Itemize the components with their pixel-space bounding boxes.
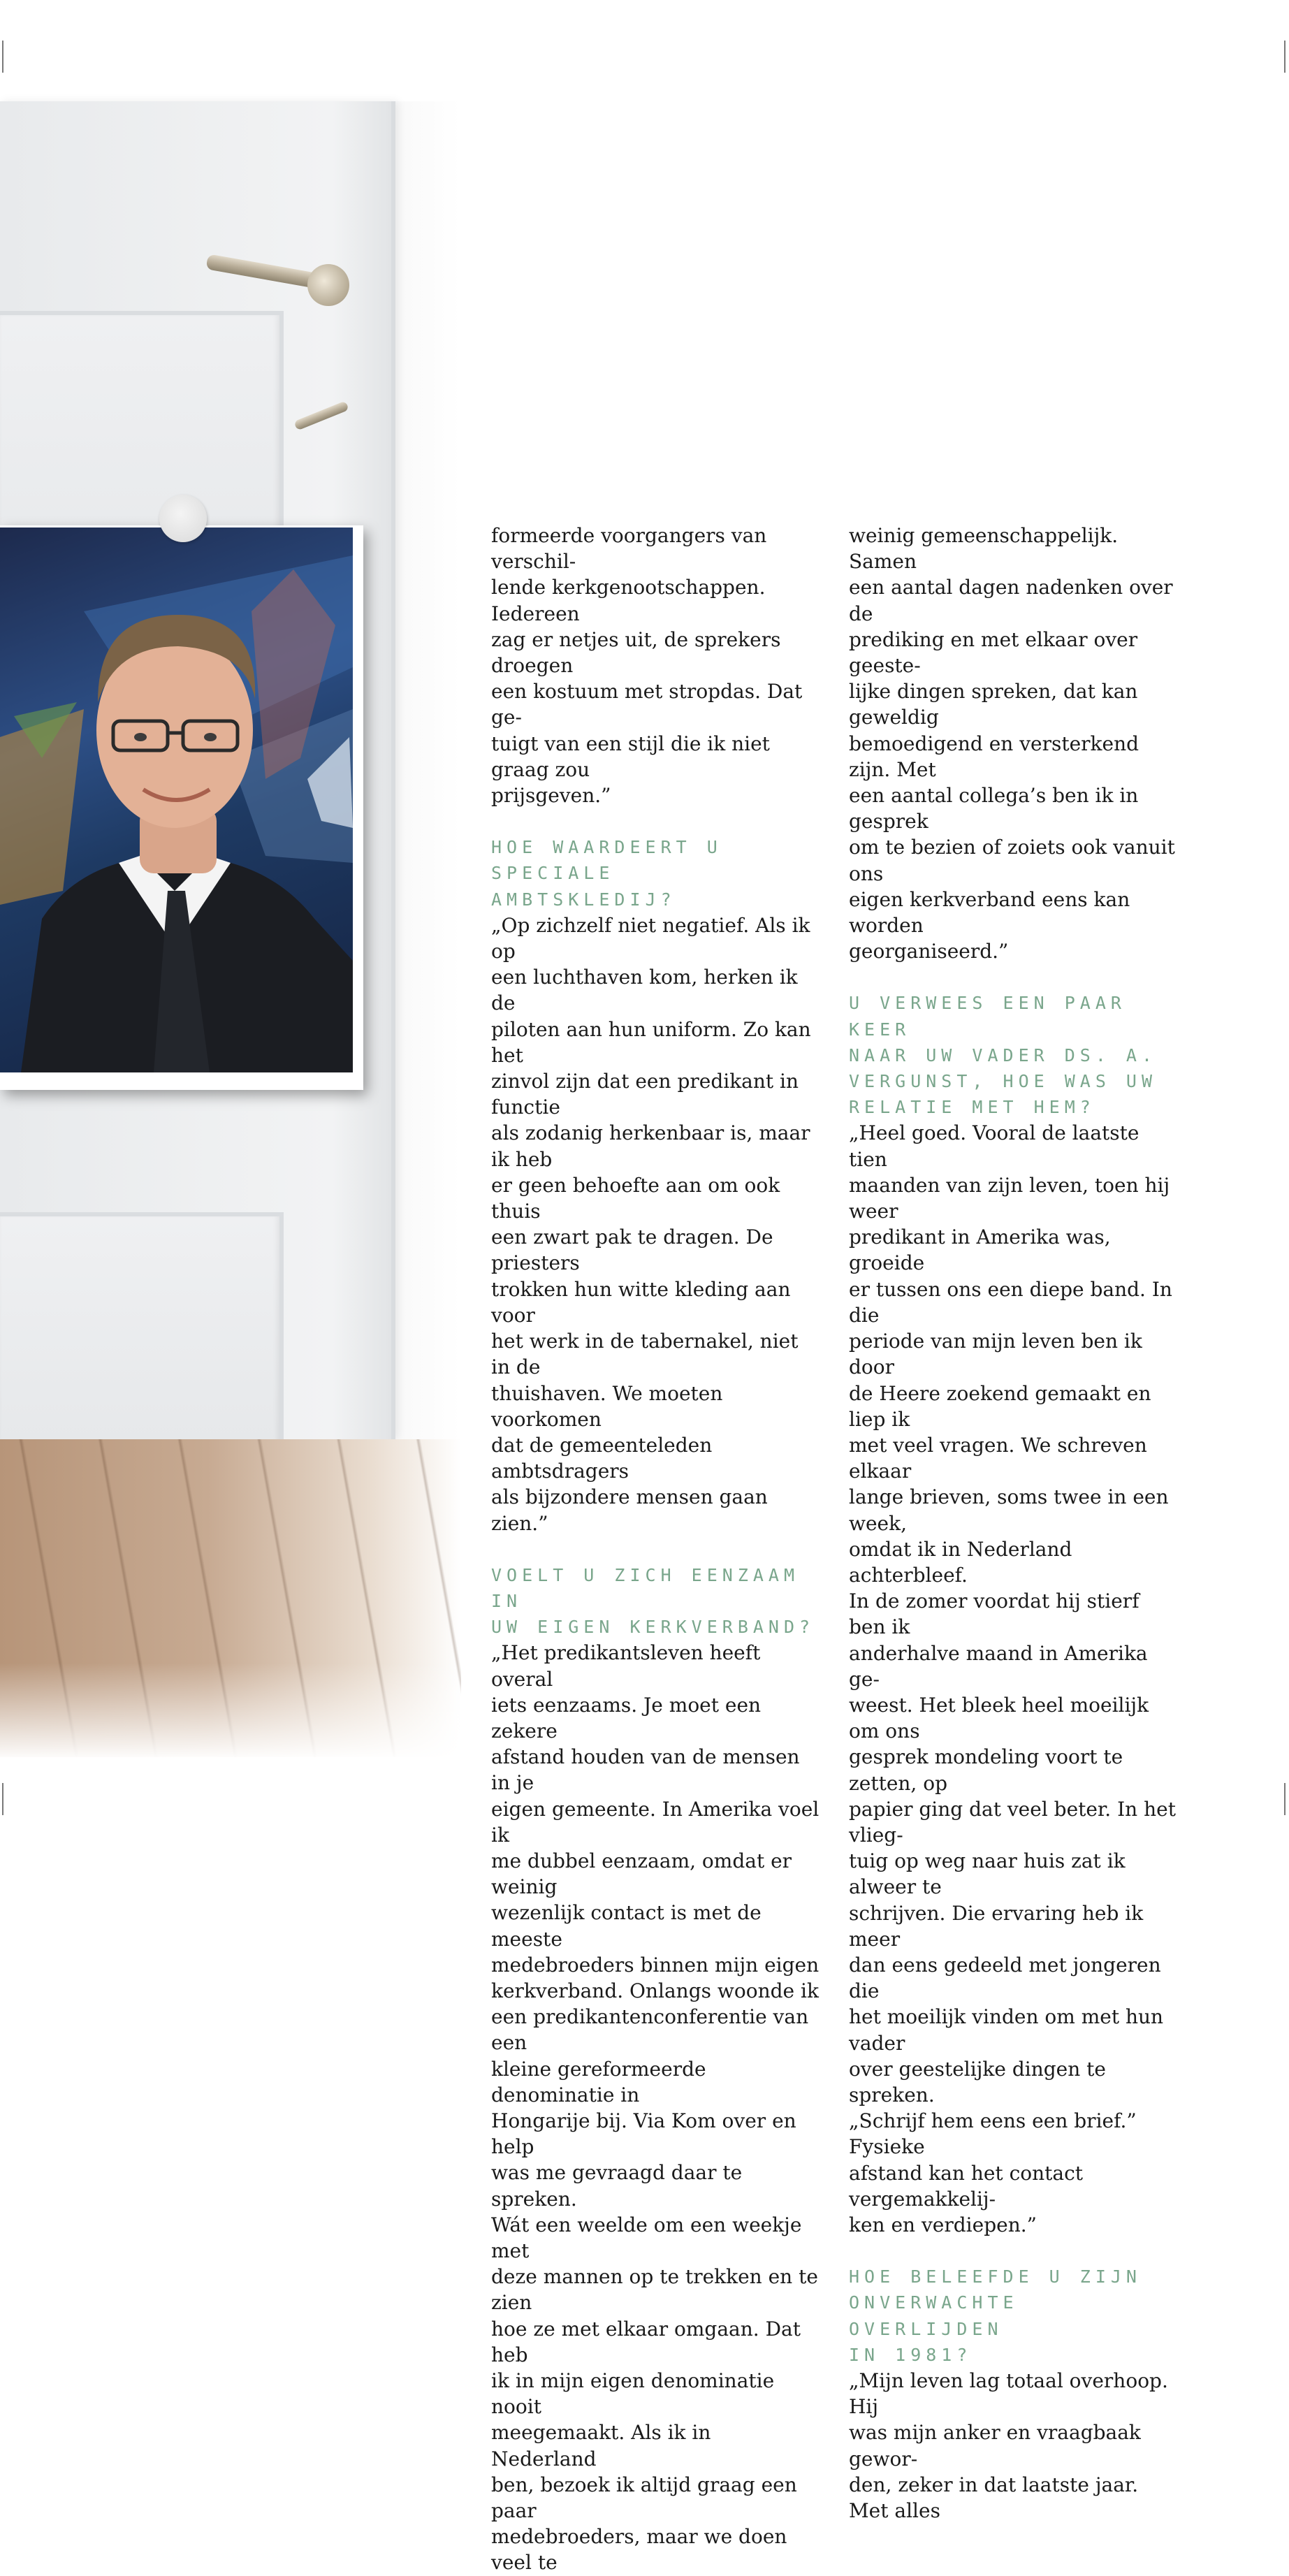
crop-mark-bottom-left	[2, 1783, 3, 1815]
crop-mark-top-left	[2, 41, 3, 73]
photo-pin	[159, 495, 207, 542]
article-column-left	[491, 523, 821, 2576]
question-heading: U VERWEES EEN PAAR KEER NAAR UW VADER DS. A. VERGUNST, HOE WAS UW RELATIE MET HEM?	[849, 993, 1158, 1118]
question-heading: VOELT U ZICH EENZAAM IN UW EIGEN KERKVERBAND?	[491, 1564, 815, 1638]
crop-mark-bottom-right	[1284, 1783, 1286, 1815]
answer-paragraph: „Heel goed. Vooral de laatste tien maanden van zijn leven, toen hij weer predikant in Amerika was, groeide er tussen ons een diepe band. In die periode van mijn leven ben ik door de Heere zoekend gemaakt en liep ik met veel vragen. We schreven elkaar lange brieven, soms twee in een week, omdat ik in Nederland achterbleef. In de zomer voordat hij stierf ben ik anderhalve maand in Amerika ge- weest. Het bleek heel moeilijk om ons gesprek mondeling voort te zetten, op papier ging dat veel beter. In het vlieg- tuig op weg naar huis zat ik alweer te schrijven. Die ervaring heb ik meer dan eens gedeeld met jongeren die het moeilijk vinden om met hun vader over geestelijke dingen te spreken. „Schrijf hem eens een brief.” Fysieke afstand kan het contact vergemakkelij- ken en verdiepen.”	[849, 1121, 1176, 2236]
paragraph-continuation: weinig gemeenschappelijk. Samen een aantal dagen nadenken over de prediking en met elkaar over geeste- lijke dingen spreken, dat kan geweldig bemoedigend en versterkend zijn. Met een aantal collega’s ben ik in gesprek om te bezien of zoiets ook vanuit ons eigen kerkverband eens kan worden georganiseerd.”	[849, 524, 1175, 963]
crop-mark-top-right	[1284, 41, 1286, 73]
article-column-right	[849, 523, 1179, 2524]
question-heading: HOE BELEEFDE U ZIJN ONVERWACHTE OVERLIJDEN IN 1981?	[849, 2266, 1142, 2365]
floor-fade	[0, 1663, 461, 1761]
answer-paragraph: „Mijn leven lag totaal overhoop. Hij was mijn anker en vraagbaak gewor- den, zeker in dat laatste jaar. Met alles	[849, 2369, 1168, 2523]
answer-paragraph: „Het predikantsleven heeft overal iets eenzaams. Je moet een zekere afstand houden van de mensen in je eigen gemeente. In Amerika voel ik me dubbel eenzaam, omdat er weinig wezenlijk contact is met de meeste medebroeders binnen mijn eigen kerkverband. Onlangs woonde ik een predikantenconferentie van een kleine gereformeerde denominatie in Hongarije bij. Via Kom over en help was me gevraagd daar te spreken. Wát een weelde om een weekje met deze mannen op te trekken en te zien hoe ze met elkaar omgaan. Dat heb ik in mijn eigen denominatie nooit meegemaakt. Als ik in Nederland ben, bezoek ik altijd graag een paar medebroeders, maar we doen veel te	[491, 1641, 820, 2575]
door-handle-rosette	[307, 264, 349, 306]
answer-paragraph: „Op zichzelf niet negatief. Als ik op een luchthaven kom, herken ik de piloten aan hun uniform. Zo kan het zinvol zijn dat een predikant in functie als zodanig herkenbaar is, maar ik heb er geen behoefte aan om ook thuis een zwart pak te dragen. De priesters trokken hun witte kleding aan voor het werk in de tabernakel, niet in de thuishaven. We moeten voorkomen dat de gemeenteleden ambtsdragers als bijzondere mensen gaan zien.”	[491, 913, 811, 1535]
door-panel-lower	[0, 1212, 284, 1451]
portrait-photo	[0, 527, 353, 1072]
paragraph-continuation: formeerde voorgangers van verschil- lende kerkgenootschappen. Iedereen zag er netjes uit, de sprekers droegen een kostuum met stropdas. Dat ge- tuigt van een stijl die ik niet graag zou prijsgeven.”	[491, 524, 803, 808]
question-heading: HOE WAARDEERT U SPECIALE AMBTSKLEDIJ?	[491, 837, 722, 910]
